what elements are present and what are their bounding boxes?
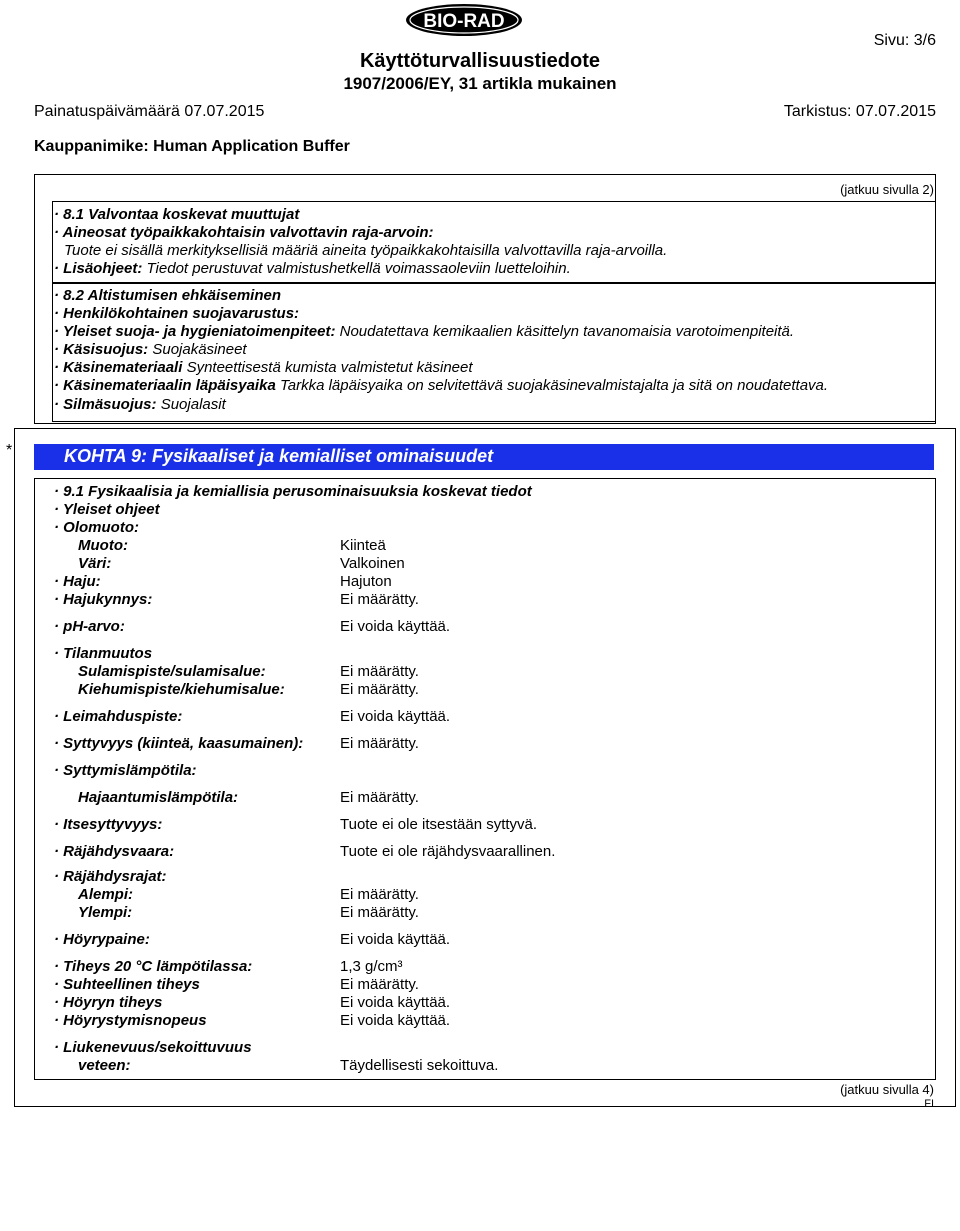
eye-label: · Silmäsuojus: (54, 396, 157, 413)
property-label: Kiehumispiste/kiehumisalue: (78, 681, 285, 698)
property-label: · pH-arvo: (54, 618, 125, 635)
property-label: · Haju: (54, 573, 101, 590)
property-label: · Suhteellinen tiheys (54, 976, 200, 993)
penetration-text: Tarkka läpäisyaika on selvitettävä suojakäsinevalmistajalta ja sitä on noudatettava. (275, 377, 829, 394)
property-label: · Höyrypaine: (54, 931, 150, 948)
product-name: Kauppanimike: Human Application Buffer (34, 138, 350, 155)
property-value: Ei määrätty. (340, 591, 419, 608)
s81-title: · 8.1 Valvontaa koskevat muuttujat (54, 206, 300, 223)
document-subtitle: 1907/2006/EY, 31 artikla mukainen (343, 74, 617, 93)
property-label: · Räjähdysvaara: (54, 843, 175, 860)
ingredients-text: Tuote ei sisällä merkityksellisiä määriä aineita työpaikkakohtaisilla valvottavilla raja-arvoilla. (64, 242, 668, 259)
property-value: Ei määrätty. (340, 886, 419, 903)
eye-text: Suojalasit (156, 396, 226, 413)
hygiene-label: · Yleiset suoja- ja hygieniatoimenpiteet: (54, 323, 336, 340)
glove-material-label: · Käsinemateriaali (54, 359, 183, 376)
property-value: Kiinteä (340, 537, 386, 554)
property-value: Ei määrätty. (340, 789, 419, 806)
logo-text: BIO-RAD (423, 11, 505, 32)
property-value: 1,3 g/cm³ (340, 958, 403, 975)
changed-marker: * (6, 442, 13, 459)
hand-text: Suojakäsineet (148, 341, 247, 358)
property-value: Ei voida käyttää. (340, 994, 451, 1011)
property-label: Sulamispiste/sulamisalue: (78, 663, 266, 680)
property-value: Tuote ei ole räjähdysvaarallinen. (340, 843, 556, 860)
property-value: Ei voida käyttää. (340, 1012, 451, 1029)
print-date: Painatuspäivämäärä 07.07.2015 (34, 103, 265, 120)
penetration-label: · Käsinemateriaalin läpäisyaika (54, 377, 276, 394)
property-label: · Liukenevuus/sekoittuvuus (54, 1039, 252, 1056)
hygiene (54, 323, 794, 340)
property-label: · Leimahduspiste: (54, 708, 183, 725)
property-label: · Tilanmuutos (54, 645, 153, 662)
property-value: Valkoinen (340, 555, 405, 572)
property-label: Ylempi: (78, 904, 133, 921)
property-value: Ei määrätty. (340, 681, 419, 698)
continued-from: (jatkuu sivulla 2) (840, 182, 934, 197)
property-value: Ei voida käyttää. (340, 708, 451, 725)
ppe-label: · Henkilökohtainen suojavarustus: (54, 305, 300, 322)
continued-to: (jatkuu sivulla 4) (840, 1082, 934, 1097)
bio-rad-logo (405, 3, 523, 37)
property-label: · Syttyvyys (kiinteä, kaasumainen): (54, 735, 304, 752)
property-value: Ei määrätty. (340, 663, 419, 680)
property-value: Ei voida käyttää. (340, 931, 451, 948)
property-value: Ei voida käyttää. (340, 618, 451, 635)
property-value: Ei määrätty. (340, 904, 419, 921)
property-value: Tuote ei ole itsestään syttyvä. (340, 816, 538, 833)
form-label: · Olomuoto: (54, 519, 139, 536)
penetration-time (54, 377, 828, 394)
glove-material-text: Synteettisestä kumista valmistetut käsineet (182, 359, 473, 376)
property-label: · Itsesyttyvyys: (54, 816, 163, 833)
revision-date: Tarkistus: 07.07.2015 (783, 103, 936, 120)
language-code: FI (924, 1098, 934, 1110)
property-label: · Tiheys 20 °C lämpötilassa: (54, 958, 253, 975)
property-value: Hajuton (340, 573, 392, 590)
property-label: Hajaantumislämpötila: (78, 789, 239, 806)
s91-title: · 9.1 Fysikaalisia ja kemiallisia perusominaisuuksia koskevat tiedot (54, 483, 532, 500)
property-label: · Höyrystymisnopeus (54, 1012, 207, 1029)
property-value: Täydellisesti sekoittuva. (340, 1057, 499, 1074)
additional-info (54, 260, 571, 277)
hand-label: · Käsisuojus: (54, 341, 149, 358)
section9-title: KOHTA 9: Fysikaaliset ja kemialliset ominaisuudet (64, 446, 494, 466)
property-value: Ei määrätty. (340, 735, 419, 752)
hygiene-text: Noudatettava kemikaalien käsittelyn tavanomaisia varotoimenpiteitä. (335, 323, 795, 340)
property-label: veteen: (78, 1057, 131, 1074)
property-label: · Höyryn tiheys (54, 994, 163, 1011)
glove-material (54, 359, 473, 376)
property-label: · Räjähdysrajat: (54, 868, 167, 885)
property-label: · Syttymislämpötila: (54, 762, 197, 779)
property-label: Muoto: (78, 537, 128, 554)
eye-protection (54, 396, 226, 413)
property-label: Väri: (78, 555, 112, 572)
property-label: · Hajukynnys: (54, 591, 153, 608)
additional-label: · Lisäohjeet: (54, 260, 143, 277)
page-number: Sivu: 3/6 (873, 32, 936, 49)
s82-title: · 8.2 Altistumisen ehkäiseminen (54, 287, 282, 304)
document-title: Käyttöturvallisuustiedote (359, 50, 601, 72)
property-label: Alempi: (78, 886, 134, 903)
general-info: · Yleiset ohjeet (54, 501, 160, 518)
ingredients-label: · Aineosat työpaikkakohtaisin valvottavin raja-arvoin: (54, 224, 434, 241)
additional-text: Tiedot perustuvat valmistushetkellä voimassaoleviin luetteloihin. (142, 260, 571, 277)
hand-protection (54, 341, 247, 358)
property-value: Ei määrätty. (340, 976, 419, 993)
